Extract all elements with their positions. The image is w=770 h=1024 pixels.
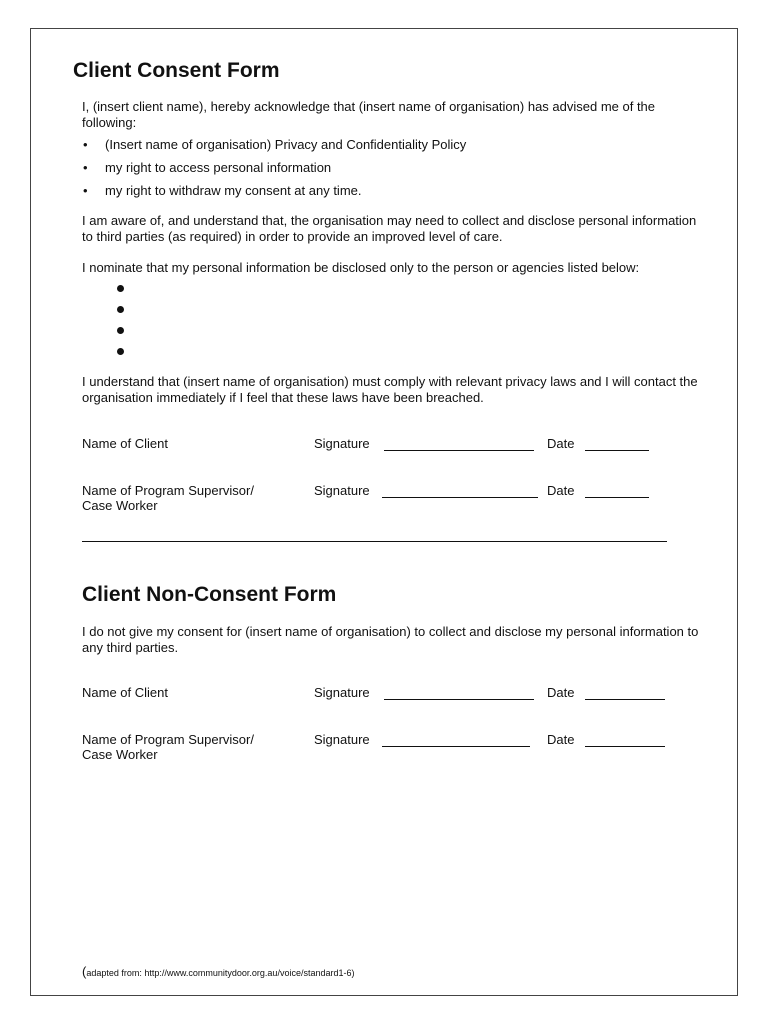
- consent-bullet-3: my right to withdraw my consent at any time.: [105, 183, 362, 198]
- consent-title: Client Consent Form: [73, 59, 280, 82]
- blank-list-bullet: [117, 285, 124, 292]
- blank-list-bullet: [117, 348, 124, 355]
- bullet-marker: •: [83, 160, 88, 175]
- signature-label: Signature: [314, 732, 370, 747]
- date-label: Date: [547, 436, 575, 451]
- consent-bullet-1: (Insert name of organisation) Privacy and Confidentiality Policy: [105, 137, 467, 152]
- document-page: [30, 28, 738, 996]
- consent-understand-paragraph: I understand that (insert name of organisation) must comply with relevant privacy laws and I will contact the organisation immediately if I feel that these laws have been breached.: [82, 374, 698, 405]
- signature-label: Signature: [314, 436, 370, 451]
- signature-label: Signature: [314, 685, 370, 700]
- blank-list-bullet: [117, 306, 124, 313]
- blank-list-bullet: [117, 327, 124, 334]
- client-signature-line[interactable]: [384, 699, 534, 700]
- supervisor-name-label: Name of Program Supervisor/: [82, 483, 254, 498]
- footnote-text: adapted from: http://www.communitydoor.org.au/voice/standard1-6): [86, 968, 355, 978]
- supervisor-name-label: Name of Program Supervisor/: [82, 732, 254, 747]
- client-date-line[interactable]: [585, 450, 649, 451]
- client-date-line[interactable]: [585, 699, 665, 700]
- bullet-marker: •: [83, 183, 88, 198]
- client-name-label: Name of Client: [82, 436, 168, 451]
- supervisor-date-line[interactable]: [585, 497, 649, 498]
- footnote-paren: (: [82, 964, 87, 979]
- supervisor-signature-line[interactable]: [382, 497, 538, 498]
- date-label: Date: [547, 483, 575, 498]
- client-signature-line[interactable]: [384, 450, 534, 451]
- source-footnote: [82, 964, 354, 979]
- date-label: Date: [547, 685, 575, 700]
- case-worker-label: Case Worker: [82, 498, 158, 513]
- client-name-label: Name of Client: [82, 685, 168, 700]
- supervisor-signature-line[interactable]: [382, 746, 530, 747]
- nonconsent-title: Client Non-Consent Form: [82, 583, 337, 606]
- nonconsent-paragraph: I do not give my consent for (insert name of organisation) to collect and disclose my personal information to any third parties.: [82, 624, 699, 655]
- consent-bullet-2: my right to access personal information: [105, 160, 332, 175]
- case-worker-label: Case Worker: [82, 747, 158, 762]
- consent-intro: I, (insert client name), hereby acknowledge that (insert name of organisation) has advised me of the following:: [82, 99, 656, 130]
- supervisor-date-line[interactable]: [585, 746, 665, 747]
- consent-aware-paragraph: I am aware of, and understand that, the organisation may need to collect and disclose personal information to third parties (as required) in order to provide an improved level of care.: [82, 213, 697, 244]
- consent-nominate-paragraph: I nominate that my personal information be disclosed only to the person or agencies listed below:: [82, 260, 640, 275]
- signature-label: Signature: [314, 483, 370, 498]
- date-label: Date: [547, 732, 575, 747]
- section-divider: [82, 541, 667, 542]
- bullet-marker: •: [83, 137, 88, 152]
